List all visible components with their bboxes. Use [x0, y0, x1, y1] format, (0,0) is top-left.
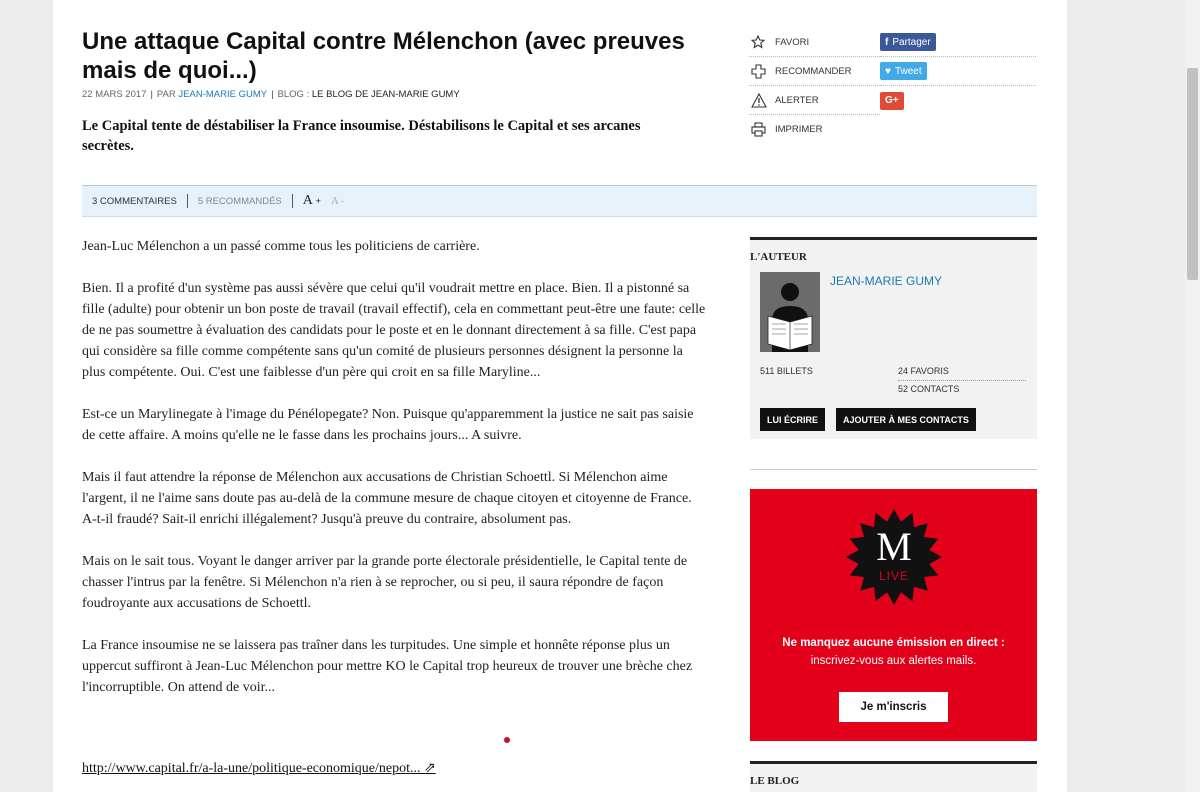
facebook-icon: f	[885, 36, 889, 48]
font-increase-sign: +	[315, 196, 321, 206]
font-increase-button[interactable]	[303, 193, 321, 209]
favori-label: FAVORI	[775, 36, 810, 48]
add-contact-button[interactable]: AJOUTER À MES CONTACTS	[836, 408, 976, 431]
font-decrease-button[interactable]	[331, 195, 344, 207]
by-prefix: PAR	[156, 89, 176, 100]
paragraph-text: La France insoumise ne se laissera pas traîner dans les turpitudes. Une simple et honnête réponse plus	[82, 638, 656, 653]
article-actions	[749, 28, 880, 144]
mlive-logo-letter: M	[876, 524, 912, 569]
write-to-author-button[interactable]: LUI ÉCRIRE	[760, 408, 825, 431]
font-decrease-letter: A	[330, 195, 339, 207]
share-row	[880, 57, 1036, 86]
blog-link[interactable]: LE BLOG DE JEAN-MARIE GUMY	[311, 89, 460, 100]
share-row	[880, 28, 1036, 57]
body-paragraph	[82, 635, 707, 698]
gplus-share-button[interactable]: G+	[880, 92, 904, 110]
mlive-promo	[750, 489, 1037, 741]
share-row	[880, 86, 1036, 115]
meta-separator: |	[271, 89, 274, 100]
meta-separator: |	[150, 89, 153, 100]
warning-triangle-icon	[749, 93, 775, 108]
recommander-label: RECOMMANDER	[775, 65, 852, 77]
red-underlined-text: un uppercut	[82, 638, 670, 674]
toolbar-separator	[187, 194, 188, 208]
blog-box-heading: LE BLOG	[750, 775, 800, 787]
blog-prefix: BLOG :	[277, 89, 310, 100]
imprimer-button[interactable]	[749, 115, 880, 144]
favoris-count[interactable]: 24 FAVORIS	[898, 366, 949, 376]
mlive-headline: Ne manquez aucune émission en direct :	[782, 637, 1005, 649]
page-scrollbar[interactable]	[1185, 0, 1200, 792]
alerter-label: ALERTER	[775, 94, 819, 106]
article-lead: Le Capital tente de déstabiliser la France insoumise. Déstabilisons le Capital et ses arcanes secrètes.	[82, 118, 641, 154]
red-dot-mark	[504, 737, 510, 743]
plus-cross-icon	[749, 64, 775, 79]
avatar[interactable]	[760, 272, 820, 352]
author-box	[750, 237, 1037, 439]
article-page	[53, 0, 1067, 792]
mlive-subline: inscrivez-vous aux alertes mails.	[810, 655, 977, 667]
printer-icon	[749, 122, 775, 137]
share-buttons	[880, 28, 1036, 115]
author-box-heading: L'AUTEUR	[750, 251, 807, 263]
contacts-count[interactable]: 52 CONTACTS	[898, 384, 960, 394]
alerter-button[interactable]	[749, 86, 880, 115]
twitter-share-button[interactable]	[880, 62, 927, 80]
author-link[interactable]: JEAN-MARIE GUMY	[178, 89, 268, 100]
mlive-logo-word: LIVE	[878, 569, 910, 583]
body-paragraph: Bien. Il a profité d'un système pas aussi sévère que celui qu'il voudrait mettre en place. Bien. Il a pistonné sa fille (adulte) pour obtenir un bon poste de travail (travail effectif), cela en commettant peut-être une faute: celle de ne pas soumettre à évaluation des candidats pour le poste et en le donnant directement à sa fille. C'est papa qui considère sa fille comme compétente sans qu'un comité de plusieurs personnes désignent la personne la plus compétente. Oui. C'est une faiblesse d'un père qui croit en sa fille Maryline...	[82, 281, 706, 380]
sidebar-divider	[750, 469, 1037, 470]
recommended-count-link[interactable]: 5 RECOMMANDÉS	[197, 195, 282, 207]
article-body	[82, 236, 707, 719]
source-link[interactable]: http://www.capital.fr/a-la-une/politique-economique/nepot... ⇗	[82, 761, 436, 776]
body-paragraph: Mais on le sait tous. Voyant le danger arriver par la grande porte électorale présidentielle, le Capital tente de chasser l'intrus par la fenêtre. Si Mélenchon n'a rien à se reprocher, ou si peu, il saura répondre de façon foudroyante aux accusations de Schoettl.	[82, 554, 688, 611]
twitter-icon: ♥	[885, 65, 891, 77]
paragraph-text: suffiront à Jean-Luc Mélenchon pour mettre KO le Capital trop heureux de trouver une brèche chez l'incorruptible. On attend de voir...	[82, 659, 693, 695]
article-toolbar	[82, 185, 1037, 217]
recommander-button[interactable]	[749, 57, 880, 86]
imprimer-label: IMPRIMER	[775, 124, 823, 135]
favori-button[interactable]	[749, 28, 880, 57]
mlive-logo-icon	[844, 507, 944, 607]
font-increase-letter: A	[302, 193, 313, 208]
scrollbar-thumb[interactable]	[1187, 68, 1198, 280]
facebook-share-label: Partager	[892, 36, 931, 48]
article-date: 22 MARS 2017	[82, 89, 147, 100]
blog-box	[750, 761, 1037, 792]
body-paragraph: Jean-Luc Mélenchon a un passé comme tous les politiciens de carrière.	[82, 239, 480, 254]
stat-divider	[898, 380, 1026, 381]
article-meta	[82, 89, 460, 100]
toolbar-separator	[292, 194, 293, 208]
article-title: Une attaque Capital contre Mélenchon (avec preuves mais de quoi...)	[82, 28, 685, 84]
subscribe-button[interactable]: Je m'inscris	[839, 692, 948, 722]
author-name-link[interactable]: JEAN-MARIE GUMY	[830, 274, 943, 288]
body-paragraph: Est-ce un Marylinegate à l'image du Pénélopegate? Non. Puisque qu'apparemment la justice ne sait pas saisie de cette affaire. A moins qu'elle ne le fasse dans les prochains jours... A suivre.	[82, 407, 694, 443]
star-outline-icon	[749, 35, 775, 49]
body-paragraph: Mais il faut attendre la réponse de Mélenchon aux accusations de Christian Schoettl. Si Mélenchon aime l'argent, il ne l'aime sans doute pas au-delà de la commune mesure de chaque citoyen et citoyenne de France. A-t-il fraudé? Sait-il enrichi illégalement? Jusqu'à preuve du contraire, absolument pas.	[82, 470, 692, 527]
font-decrease-sign: -	[340, 196, 344, 206]
twitter-share-label: Tweet	[894, 65, 922, 77]
billets-count[interactable]: 511 BILLETS	[760, 366, 813, 376]
comments-count-link[interactable]: 3 COMMENTAIRES	[92, 195, 177, 207]
facebook-share-button[interactable]	[880, 33, 936, 51]
